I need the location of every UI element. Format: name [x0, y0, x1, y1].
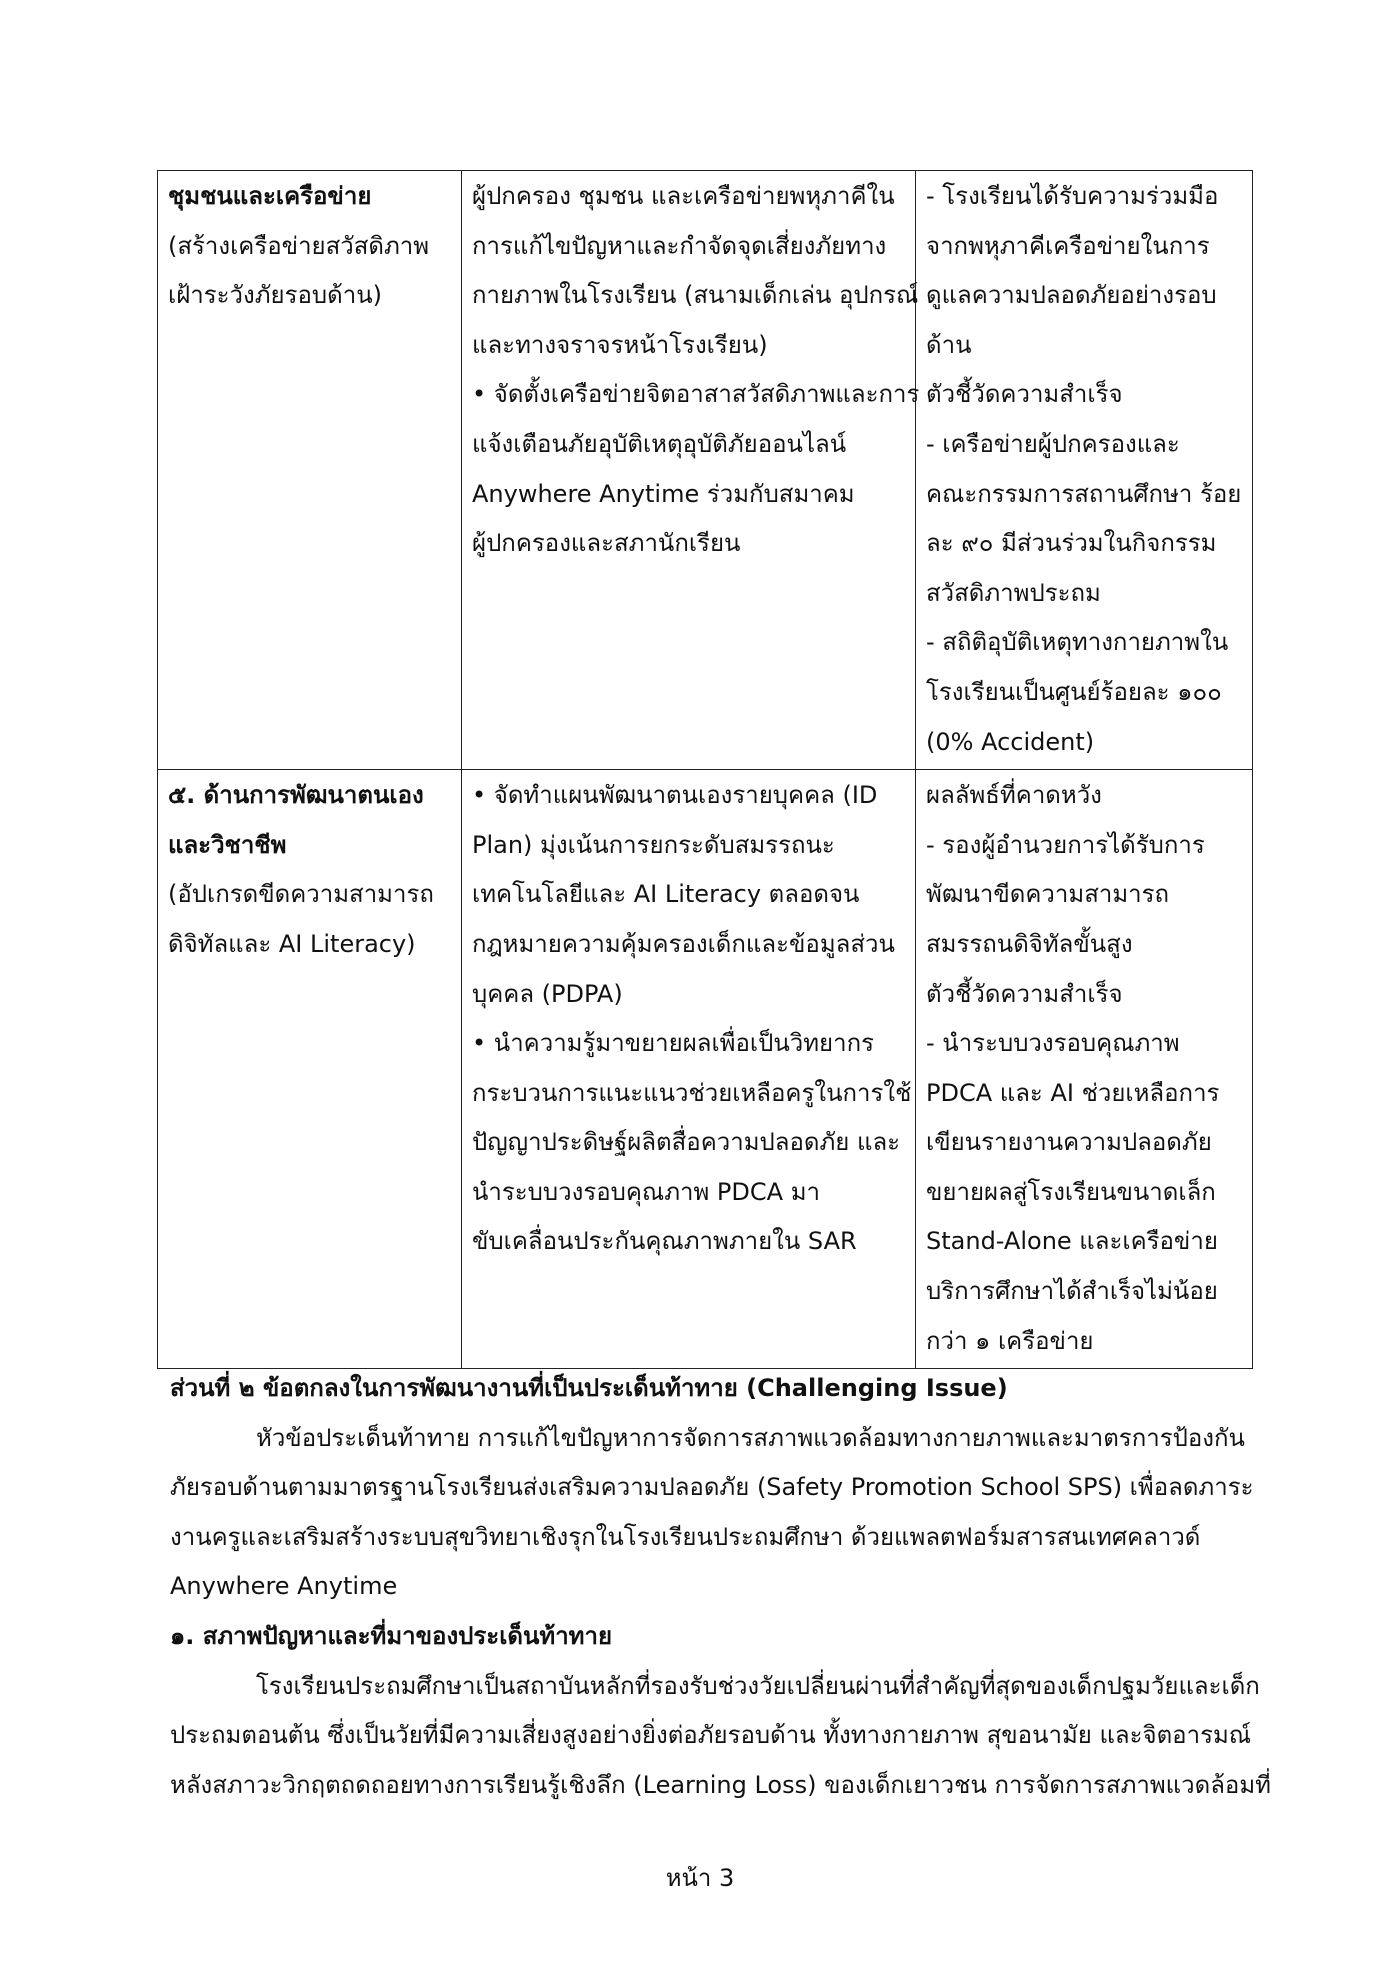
cell-line: เฝ้าระวังภัยรอบด้าน)	[168, 281, 382, 310]
cell-line: และทางจราจรหน้าโรงเรียน)	[472, 330, 768, 359]
cell-line: PDCA และ AI ช่วยเหลือการ	[926, 1078, 1220, 1107]
cell-line: กฎหมายความคุ้มครองเด็กและข้อมูลส่วน	[472, 929, 895, 958]
cell-line: นำระบบวงรอบคุณภาพ PDCA มา	[472, 1177, 820, 1206]
cell-line: ตัวชี้วัดความสำเร็จ	[926, 380, 1123, 409]
cell-line: บุคคล (PDPA)	[472, 979, 623, 1008]
table-cell-outcomes	[916, 770, 1253, 1369]
cell-line: ผลลัพธ์ที่คาดหวัง	[926, 781, 1102, 810]
cell-line: (0% Accident)	[926, 727, 1095, 756]
cell-line: แจ้งเตือนภัยอุบัติเหตุอุบัติภัยออนไลน์	[472, 429, 847, 458]
cell-line: บริการศึกษาได้สำเร็จไม่น้อย	[926, 1277, 1218, 1306]
cell-line: ปัญญาประดิษฐ์ผลิตสื่อความปลอดภัย และ	[472, 1128, 901, 1157]
table-cell-outcomes	[916, 171, 1253, 770]
page-number: หน้า 3	[665, 1864, 735, 1892]
section1-heading: ๑. สภาพปัญหาและที่มาของประเด็นท้าทาย	[170, 1621, 613, 1650]
plan-table	[157, 170, 1253, 1369]
cell-line: - รองผู้อำนวยการได้รับการ	[926, 830, 1205, 859]
table-cell-area	[158, 171, 462, 770]
cell-line: - โรงเรียนได้รับความร่วมมือ	[926, 182, 1219, 210]
cell-line: และวิชาชีพ	[168, 830, 287, 859]
cell-line: ดิจิทัลและ AI Literacy)	[168, 929, 416, 958]
table-row	[158, 171, 1253, 770]
cell-line: • จัดตั้งเครือข่ายจิตอาสาสวัสดิภาพและการ	[472, 380, 920, 409]
cell-line: - สถิติอุบัติเหตุทางกายภาพใน	[926, 628, 1229, 657]
part2-section	[170, 1364, 1271, 1810]
cell-line: - เครือข่ายผู้ปกครองและ	[926, 429, 1180, 458]
table-cell-activities	[462, 171, 920, 770]
cell-line: พัฒนาขีดความสามารถ	[926, 880, 1170, 909]
cell-line: การแก้ไขปัญหาและกำจัดจุดเสี่ยงภัยทาง	[472, 231, 887, 260]
cell-line: ผู้ปกครอง ชุมชน และเครือข่ายพหุภาคีใน	[472, 182, 895, 210]
cell-line: ขับเคลื่อนประกันคุณภาพภายใน SAR	[472, 1227, 857, 1256]
part2-heading: ส่วนที่ ๒ ข้อตกลงในการพัฒนางานที่เป็นประเด็นท้าทาย (Challenging Issue)	[170, 1374, 1008, 1402]
section1-line: หลังสภาวะวิกฤตถดถอยทางการเรียนรู้เชิงลึก (Learning Loss) ของเด็กเยาวชน การจัดการสภาพแวดล้อมที่	[170, 1770, 1271, 1799]
cell-line: (อัปเกรดขีดความสามารถ	[168, 880, 434, 909]
cell-line: (สร้างเครือข่ายสวัสดิภาพ	[168, 231, 430, 260]
cell-line: Anywhere Anytime ร่วมกับสมาคม	[472, 479, 855, 508]
topic-line: งานครูและเสริมสร้างระบบสุขวิทยาเชิงรุกในโรงเรียนประถมศึกษา ด้วยแพลตฟอร์มสารสนเทศคลาวด์	[170, 1522, 1201, 1551]
cell-line: ด้าน	[926, 330, 972, 359]
cell-line: ผู้ปกครองและสภานักเรียน	[472, 529, 741, 558]
table-cell-activities	[462, 770, 916, 1369]
topic-line: ภัยรอบด้านตามมาตรฐานโรงเรียนส่งเสริมความปลอดภัย (Safety Promotion School SPS) เพื่อลดภาระ	[170, 1473, 1254, 1502]
cell-line: ๕. ด้านการพัฒนาตนเอง	[168, 781, 424, 810]
cell-line: Plan) มุ่งเน้นการยกระดับสมรรถนะ	[472, 830, 835, 859]
section1-line: โรงเรียนประถมศึกษาเป็นสถาบันหลักที่รองรับช่วงวัยเปลี่ยนผ่านที่สำคัญที่สุดของเด็กปฐมวัยและเด็ก	[256, 1671, 1260, 1700]
cell-line: เทคโนโลยีและ AI Literacy ตลอดจน	[472, 880, 860, 909]
cell-line: • นำความรู้มาขยายผลเพื่อเป็นวิทยากร	[472, 1029, 874, 1058]
topic-line: Anywhere Anytime	[170, 1572, 398, 1601]
cell-line: ชุมชนและเครือข่าย	[168, 182, 372, 210]
cell-line: เขียนรายงานความปลอดภัย	[926, 1128, 1212, 1157]
cell-line: สมรรถนดิจิทัลขั้นสูง	[926, 929, 1133, 958]
cell-line: กว่า ๑ เครือข่าย	[926, 1326, 1094, 1355]
table-row	[158, 770, 1253, 1369]
cell-line: โรงเรียนเป็นศูนย์ร้อยละ ๑๐๐	[926, 677, 1222, 706]
cell-line: จากพหุภาคีเครือข่ายในการ	[926, 231, 1210, 260]
section1-line: ประถมตอนต้น ซึ่งเป็นวัยที่มีความเสี่ยงสูงอย่างยิ่งต่อภัยรอบด้าน ทั้งทางกายภาพ สุขอนามัย และจิตอารมณ์	[170, 1721, 1252, 1750]
cell-line: ละ ๙๐ มีส่วนร่วมในกิจกรรม	[926, 529, 1217, 558]
cell-line: ขยายผลสู่โรงเรียนขนาดเล็ก	[926, 1177, 1216, 1206]
topic-line: หัวข้อประเด็นท้าทาย การแก้ไขปัญหาการจัดการสภาพแวดล้อมทางกายภาพและมาตรการป้องกัน	[256, 1423, 1245, 1452]
cell-line: คณะกรรมการสถานศึกษา ร้อย	[926, 479, 1242, 508]
cell-line: - นำระบบวงรอบคุณภาพ	[926, 1029, 1180, 1058]
cell-line: ตัวชี้วัดความสำเร็จ	[926, 979, 1123, 1008]
table-cell-area	[158, 770, 462, 1369]
cell-line: สวัสดิภาพประถม	[926, 578, 1101, 607]
cell-line: • จัดทำแผนพัฒนาตนเองรายบุคคล (ID	[472, 781, 878, 810]
cell-line: กายภาพในโรงเรียน (สนามเด็กเล่น อุปกรณ์	[472, 281, 919, 310]
cell-line: ดูแลความปลอดภัยอย่างรอบ	[926, 281, 1217, 310]
cell-line: กระบวนการแนะแนวช่วยเหลือครูในการใช้	[472, 1078, 912, 1107]
cell-line: Stand-Alone และเครือข่าย	[926, 1227, 1218, 1256]
